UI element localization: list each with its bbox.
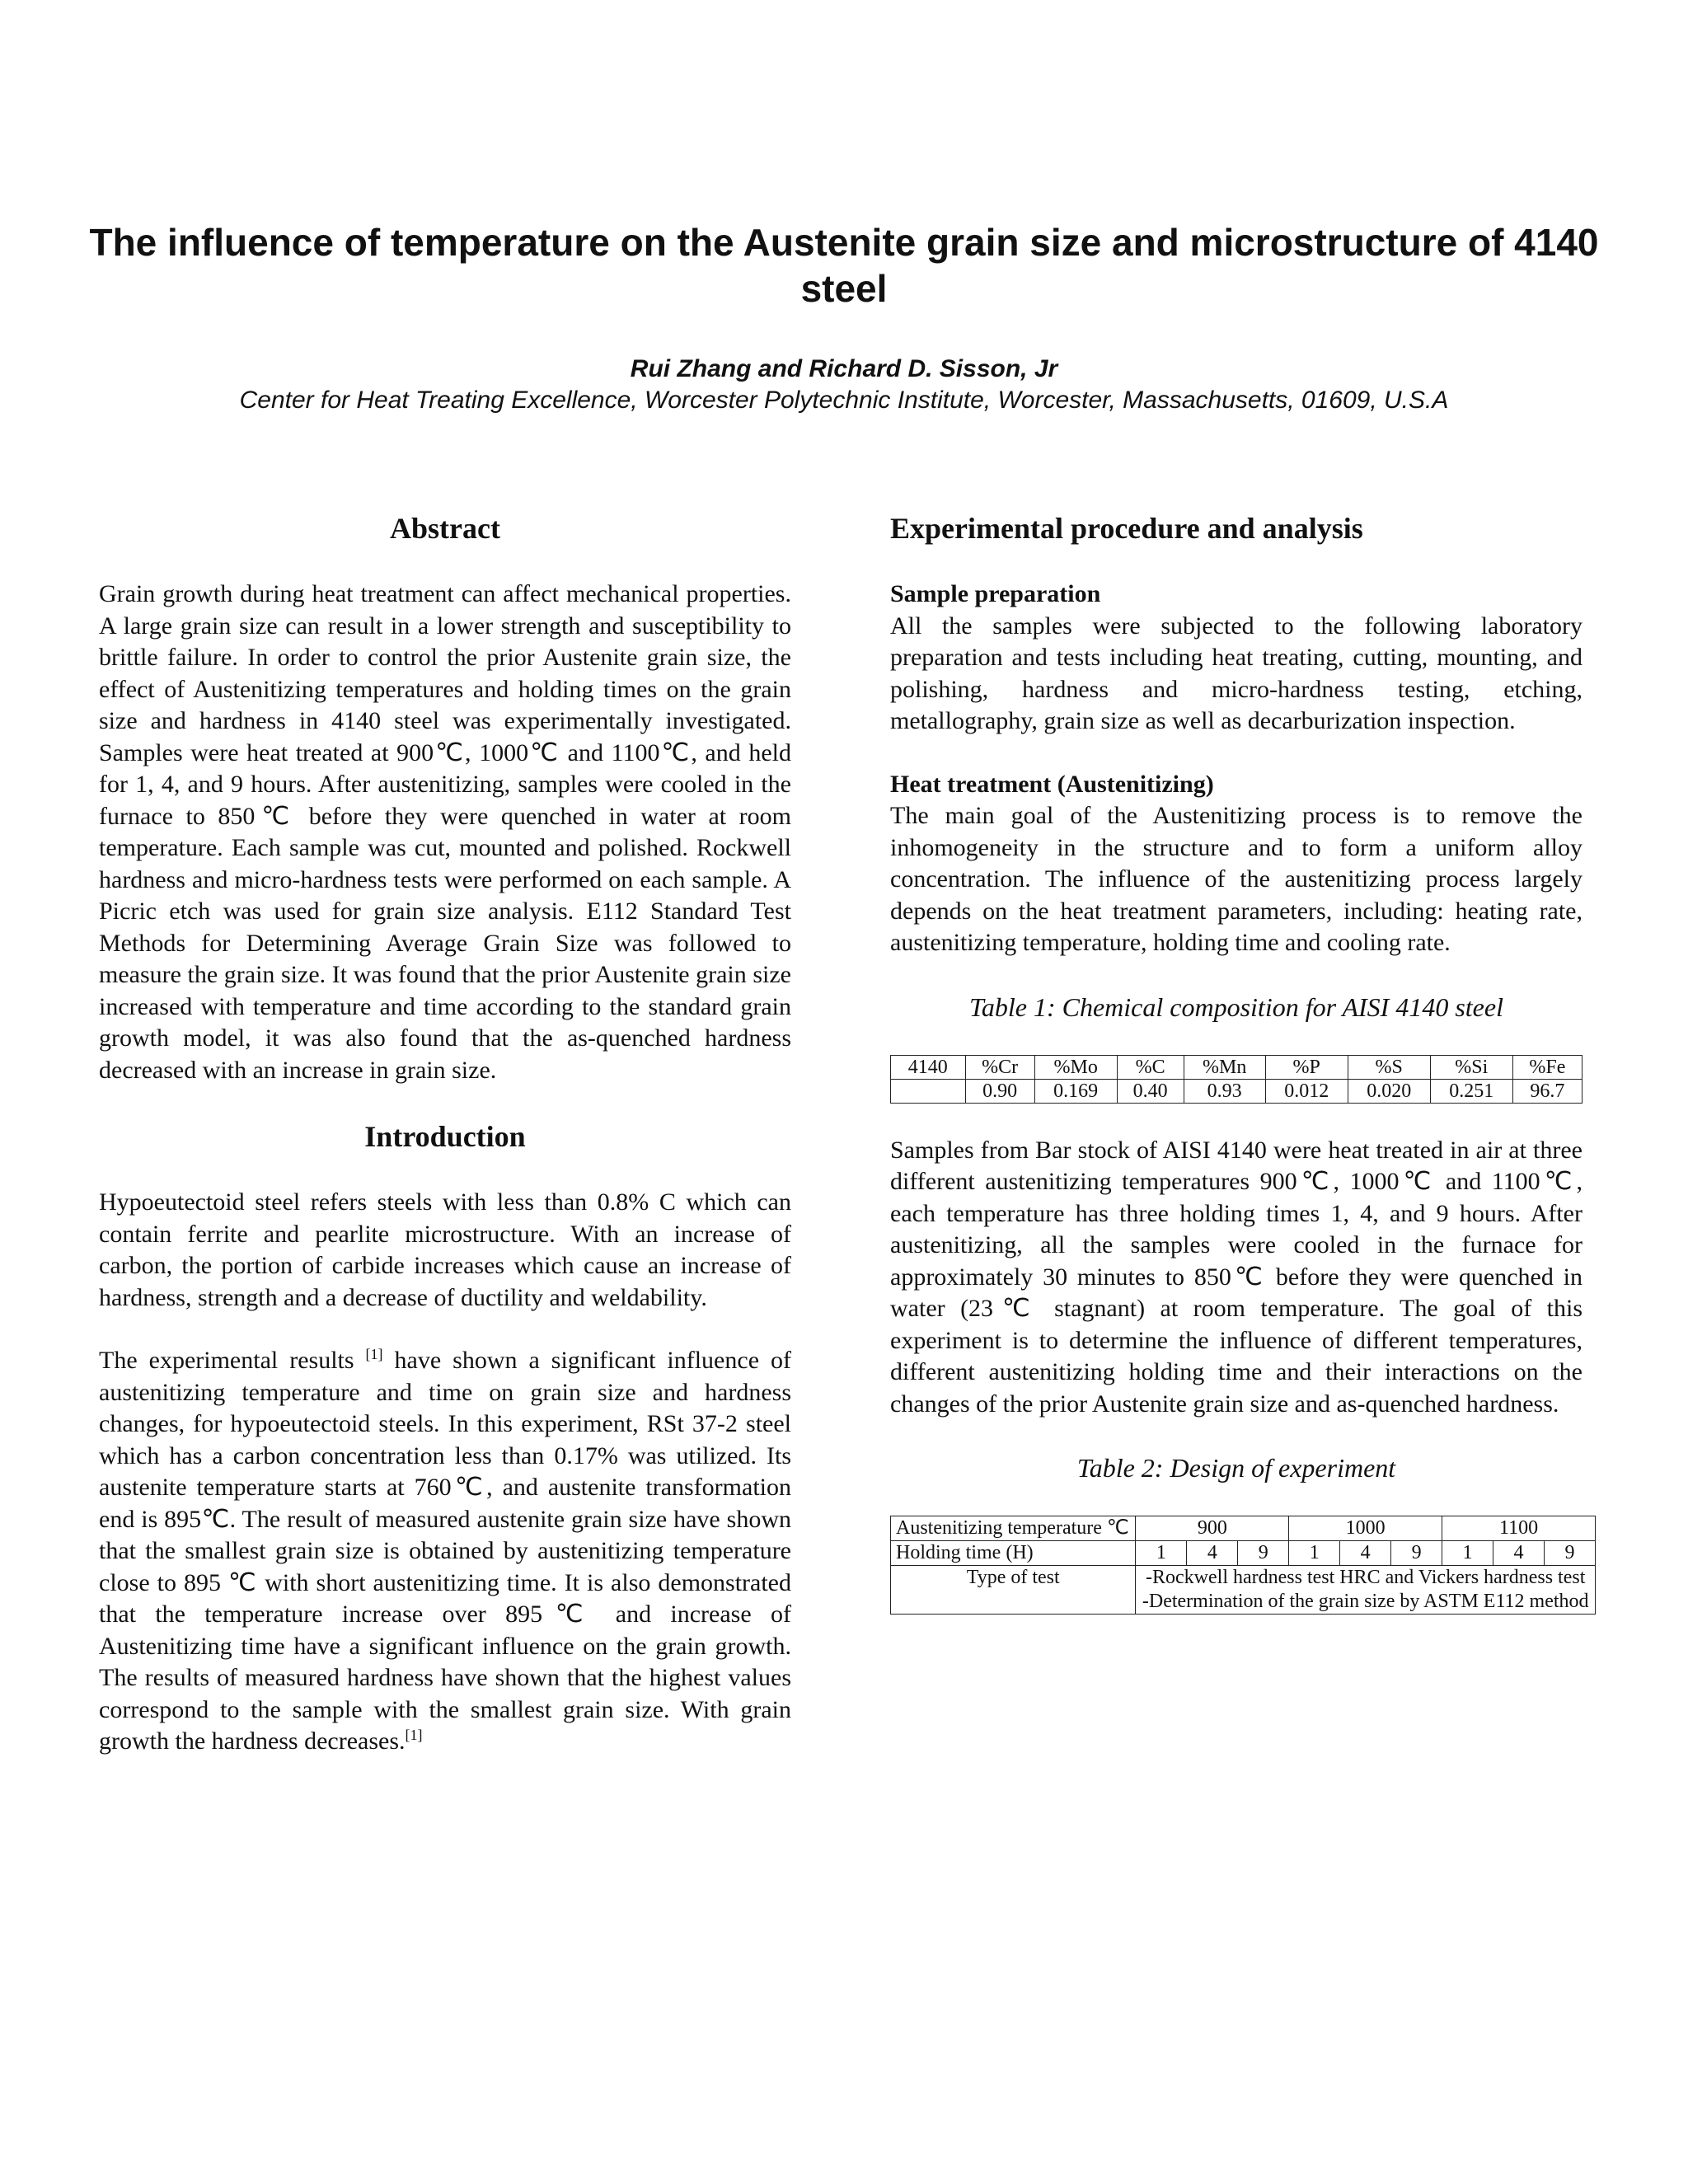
table-cell: %Mo xyxy=(1034,1055,1117,1079)
table-cell: 900 xyxy=(1136,1516,1289,1541)
table-cell: 9 xyxy=(1391,1541,1442,1566)
citation-ref-end: [1] xyxy=(405,1727,423,1743)
test-item: -Determination of the grain size by ASTM E112 method xyxy=(1142,1591,1589,1612)
table-cell: 96.7 xyxy=(1512,1079,1582,1103)
abstract-text: Grain growth during heat treatment can affect mechanical properties. A large grain size can result in a lower strength and susceptibility to brittle failure. In order to control the prior Austenite grain size, the effect of Austenitizing temperatures and holding times on the grain size and hardness in 4140 steel was experimentally investigated. Samples were heat treated at 900℃, 1000℃ and 1100℃, and held for 1, 4, and 9 hours. After austenitizing, samples were cooled in the furnace to 850℃ before they were quenched in water at room temperature. Each sample was cut, mounted and polished. Rockwell hardness and micro-hardness tests were performed on each sample. A Picric etch was used for grain size analysis. E112 Standard Test Methods for Determining Average Grain Size was followed to measure the grain size. It was found that the prior Austenite grain size increased with temperature and time according to the standard grain growth model, it was also found that the as-quenched hardness decreased with an increase in grain size. xyxy=(99,580,791,1084)
introduction-heading: Introduction xyxy=(364,1120,526,1153)
table-cell: 0.012 xyxy=(1265,1079,1348,1103)
intro-paragraph-1: Hypoeutectoid steel refers steels with less than 0.8% C which can contain ferrite and pearlite microstructure. With an increase of carbon, the portion of carbide increases which cause an increase of hardness, strength and a decrease of ductility and weldability. xyxy=(99,1188,791,1311)
design-table xyxy=(890,1516,1596,1615)
composition-table xyxy=(890,1055,1582,1104)
affiliation: Center for Heat Treating Excellence, Worcester Polytechnic Institute, Worcester, Massachusetts, 01609, U.S.A xyxy=(239,387,1449,414)
table-row xyxy=(891,1541,1596,1566)
citation-ref: [1] xyxy=(365,1346,383,1362)
table-row xyxy=(891,1079,1582,1103)
abstract-heading: Abstract xyxy=(390,512,500,545)
samples-text: Samples from Bar stock of AISI 4140 were heat treated in air at three different austenitizing temperatures 900℃, 1000℃ and 1100℃, each temperature has three holding times 1, 4, and 9 hours. After austenitizing, all the samples were cooled in the furnace for approximately 30 minutes to 850℃ before they were quenched in water (23℃ stagnant) at room temperature. The goal of this experiment is to determine the influence of different temperatures, different austenitizing holding time and their interactions on the changes of the prior Austenite grain size and as-quenched hardness. xyxy=(890,1136,1582,1418)
table-cell: 0.020 xyxy=(1348,1079,1430,1103)
table-cell: 1 xyxy=(1442,1541,1493,1566)
heat-treatment-text: The main goal of the Austenitizing process is to remove the inhomogeneity in the structure and to form a uniform alloy concentration. The influence of the austenitizing process largely depends on the heat treatment parameters, including: heating rate, austenitizing temperature, holding time and cooling rate. xyxy=(890,802,1582,956)
table-row xyxy=(891,1055,1582,1079)
table2-caption: Table 2: Design of experiment xyxy=(1076,1453,1396,1483)
table-cell: %S xyxy=(1348,1055,1430,1079)
table-cell: 0.169 xyxy=(1034,1079,1117,1103)
table-row xyxy=(891,1516,1596,1541)
table-cell: 4 xyxy=(1493,1541,1544,1566)
table-cell: %C xyxy=(1117,1055,1184,1079)
table-cell xyxy=(891,1079,966,1103)
right-column xyxy=(890,509,1589,1615)
table-cell: 4 xyxy=(1187,1541,1238,1566)
table-cell: 1100 xyxy=(1442,1516,1596,1541)
sample-prep-heading: Sample preparation xyxy=(890,580,1101,607)
table-cell: 1 xyxy=(1289,1541,1340,1566)
table-cell: 4140 xyxy=(891,1055,966,1079)
table-cell: Austenitizing temperature ℃ xyxy=(891,1516,1136,1541)
paper-title: The influence of temperature on the Austenite grain size and microstructure of 4140 steel xyxy=(89,221,1599,310)
table-cell: 0.93 xyxy=(1184,1079,1265,1103)
table-cell: %Cr xyxy=(965,1055,1034,1079)
experimental-heading: Experimental procedure and analysis xyxy=(890,512,1363,545)
table-cell: %Si xyxy=(1430,1055,1512,1079)
table1-caption: Table 1: Chemical composition for AISI 4140 steel xyxy=(969,991,1503,1022)
table-cell: 9 xyxy=(1544,1541,1595,1566)
table-cell: 0.90 xyxy=(965,1079,1034,1103)
table-cell: %Mn xyxy=(1184,1055,1265,1079)
table-cell: Type of test xyxy=(891,1566,1136,1615)
table-cell: 1 xyxy=(1136,1541,1187,1566)
table-cell: 1000 xyxy=(1289,1516,1442,1541)
intro-paragraph-2: The experimental results [1] have shown a significant influence of austenitizing temperature and time on grain size and hardness changes, for hypoeutectoid steels. In this experiment, RSt 37-2 steel which has a carbon concentration less than 0.17% was utilized. Its austenite temperature starts at 760℃, and austenite transformation end is 895℃. The result of measured austenite grain size have shown that the smallest grain size is obtained by austenitizing temperature close to 895 ℃ with short austenitizing time. It is also demonstrated that the temperature increase over 895℃ and increase of Austenitizing time have a significant influence on the grain growth. The results of measured hardness have shown that the highest values correspond to the sample with the smallest grain size. With grain growth the hardness decreases.[1] xyxy=(99,1346,791,1755)
authors: Rui Zhang and Richard D. Sisson, Jr xyxy=(630,355,1058,382)
test-item: -Rockwell hardness test HRC and Vickers hardness test xyxy=(1146,1567,1586,1588)
table-cell: %P xyxy=(1265,1055,1348,1079)
table-cell: 0.251 xyxy=(1430,1079,1512,1103)
sample-prep-text: All the samples were subjected to the following laboratory preparation and tests including heat treating, cutting, mounting, and polishing, hardness and micro-hardness testing, etching, metallography, grain size as well as decarburization inspection. xyxy=(890,612,1582,734)
table-cell: 0.40 xyxy=(1117,1079,1184,1103)
table-cell: Holding time (H) xyxy=(891,1541,1136,1566)
table-row xyxy=(891,1566,1596,1615)
table-cell xyxy=(1136,1566,1596,1615)
left-column xyxy=(99,509,791,1758)
table-cell: %Fe xyxy=(1512,1055,1582,1079)
heat-treatment-heading: Heat treatment (Austenitizing) xyxy=(890,770,1214,798)
table-cell: 4 xyxy=(1340,1541,1391,1566)
table-cell: 9 xyxy=(1238,1541,1289,1566)
